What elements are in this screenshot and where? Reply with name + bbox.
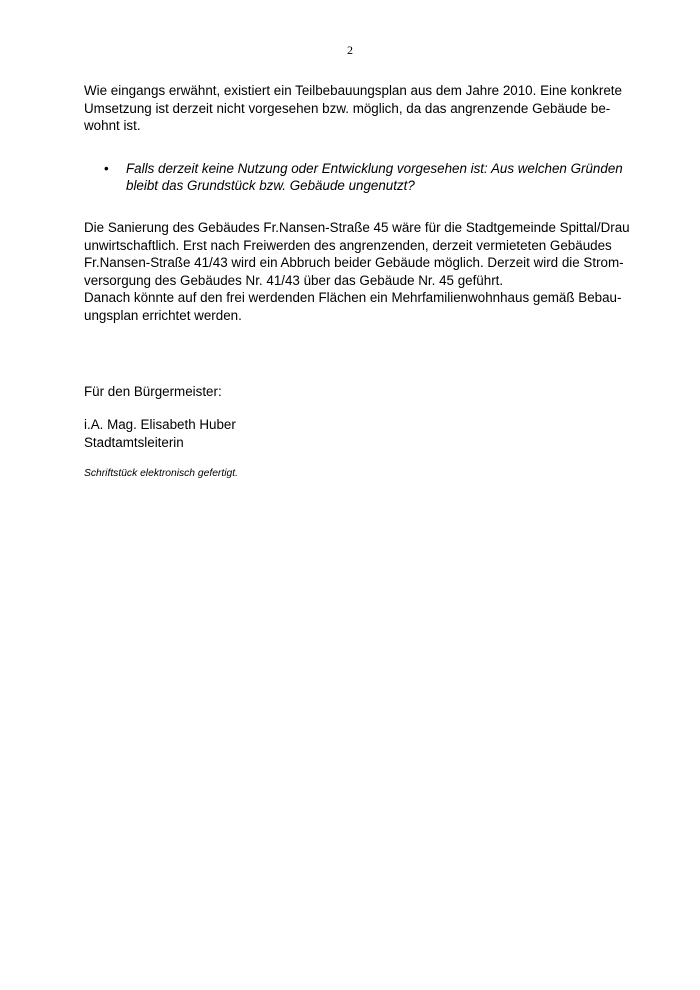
paragraph-sanierung <box>84 219 630 325</box>
paragraph-line: Umsetzung ist derzeit nicht vorgesehen bzw. möglich, da das angrenzende Gebäude be- <box>84 100 611 116</box>
bullet-line: bleibt das Grundstück bzw. Gebäude ungenutzt? <box>126 178 415 194</box>
greeting: Für den Bürgermeister: <box>84 383 222 399</box>
paragraph-line: versorgung des Gebäudes Nr. 41/43 über das Gebäude Nr. 45 geführt. <box>84 272 504 288</box>
bullet-dot-icon: • <box>104 160 109 176</box>
bullet-line: Falls derzeit keine Nutzung oder Entwicklung vorgesehen ist: Aus welchen Gründen <box>126 160 623 176</box>
paragraph-line: Fr.Nansen-Straße 41/43 wird ein Abbruch beider Gebäude möglich. Derzeit wird die Strom- <box>84 255 624 271</box>
bullet-question <box>84 160 623 195</box>
signature-title: Stadtamtsleiterin <box>84 434 184 450</box>
paragraph-line: ungsplan errichtet werden. <box>84 307 242 323</box>
document-body <box>84 82 630 481</box>
paragraph-teilbebauungsplan <box>84 82 622 135</box>
paragraph-line: Die Sanierung des Gebäudes Fr.Nansen-Straße 45 wäre für die Stadtgemeinde Spittal/Drau <box>84 219 630 235</box>
signature-name: i.A. Mag. Elisabeth Huber <box>84 417 236 433</box>
paragraph-line: Danach könnte auf den frei werdenden Flächen ein Mehrfamilienwohnhaus gemäß Bebau- <box>84 290 622 306</box>
paragraph-line: wohnt ist. <box>84 118 141 134</box>
page-number: 2 <box>347 43 353 57</box>
paragraph-line: Wie eingangs erwähnt, existiert ein Teilbebauungsplan aus dem Jahre 2010. Eine konkrete <box>84 83 622 98</box>
signature-block <box>84 416 616 451</box>
electronic-note: Schriftstück elektronisch gefertigt. <box>84 468 238 480</box>
paragraph-line: unwirtschaftlich. Erst nach Freiwerden des angrenzenden, derzeit vermieteten Gebäudes <box>84 237 612 253</box>
